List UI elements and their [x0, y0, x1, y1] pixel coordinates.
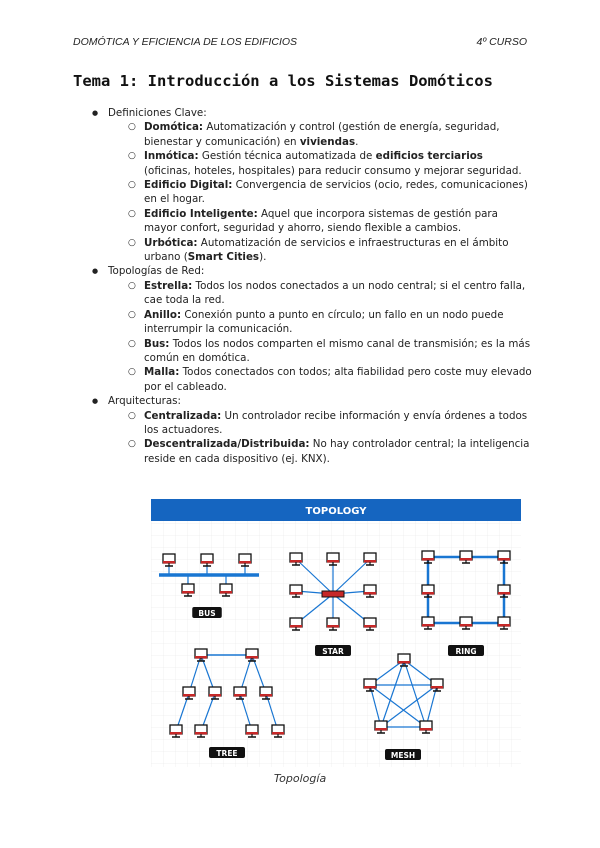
topology-label-star — [315, 645, 351, 656]
section-label: Arquitecturas: — [108, 395, 181, 408]
topology-label-bus — [192, 607, 222, 618]
definition-text: No hay controlador central; la inteligencia reside en cada dispositivo (ej. KNX). — [144, 438, 530, 465]
page-title: Tema 1: Introducción a los Sistemas Domóticos — [73, 72, 493, 90]
star-hub-icon — [322, 591, 344, 597]
definition-term: Domótica: — [144, 121, 204, 134]
definition-text-end: . — [355, 135, 359, 148]
subitem-list — [108, 120, 532, 264]
definition-text: Automatización de servicios e infraestructuras en el ámbito urbano ( — [144, 236, 509, 264]
topology-diagram — [151, 499, 521, 767]
definition-term: Estrella: — [144, 279, 193, 292]
definition-item — [128, 279, 532, 308]
definition-term: Malla: — [144, 366, 180, 379]
definition-item — [128, 308, 532, 337]
definition-item — [128, 365, 532, 394]
definition-term: Anillo: — [144, 308, 182, 321]
definition-item — [128, 409, 532, 438]
subitem-list — [108, 409, 532, 467]
definition-text: Conexión punto a punto en círculo; un fallo en un nodo puede interrumpir la comunicación. — [144, 308, 504, 336]
topology-figure — [151, 499, 521, 767]
definition-text: Un controlador recibe información y envía órdenes a todos los actuadores. — [144, 409, 528, 436]
definition-item — [128, 149, 532, 178]
section-item — [92, 106, 532, 264]
notes-content — [92, 106, 532, 466]
definition-item — [128, 236, 532, 265]
definition-term: Urbótica: — [144, 236, 198, 249]
definition-term: Bus: — [144, 337, 170, 350]
section-item — [92, 264, 532, 394]
definition-highlight: edificios terciarios — [375, 150, 483, 163]
definition-text-end: ). — [259, 251, 267, 264]
definition-term: Edificio Inteligente: — [144, 207, 258, 220]
topology-label-tree-text: TREE — [216, 749, 238, 758]
definition-text: Gestión técnica automatizada de — [198, 150, 376, 163]
topology-label-mesh-text: MESH — [390, 751, 416, 760]
definition-text: Todos conectados con todos; alta fiabilidad pero coste muy elevado por el cableado. — [144, 366, 532, 393]
page-header — [73, 36, 527, 50]
definition-term: Edificio Digital: — [144, 179, 233, 192]
definition-term: Inmótica: — [144, 150, 199, 163]
definition-term: Descentralizada/Distribuida: — [144, 438, 310, 451]
topology-label-ring-text: RING — [455, 647, 477, 656]
definition-text-end: (oficinas, hoteles, hospitales) para reducir consumo y mejorar seguridad. — [144, 164, 522, 177]
topology-label-ring — [448, 645, 484, 656]
definition-text: Todos los nodos comparten el mismo canal de transmisión; es la más común en domótica. — [144, 337, 531, 364]
topology-label-tree — [209, 747, 245, 758]
section-list — [92, 106, 532, 466]
definition-text: Convergencia de servicios (ocio, redes, comunicaciones) en el hogar. — [144, 179, 528, 206]
definition-text: Todos los nodos conectados a un nodo central; si el centro falla, cae toda la red. — [144, 279, 526, 307]
definition-item — [128, 337, 532, 366]
definition-highlight: viviendas — [299, 135, 356, 148]
definition-highlight: Smart Cities — [187, 251, 260, 264]
definition-item — [128, 178, 532, 207]
definition-item — [128, 437, 532, 466]
topology-banner-label: TOPOLOGY — [305, 506, 367, 517]
definition-term: Centralizada: — [144, 409, 222, 422]
section-label: Topologías de Red: — [108, 265, 205, 278]
topology-label-bus-text: BUS — [198, 609, 216, 618]
header-course-year: 4º CURSO — [476, 36, 527, 48]
figure-caption: Topología — [273, 772, 327, 785]
section-label: Definiciones Clave: — [108, 107, 207, 119]
subitem-list — [108, 279, 532, 394]
definition-text: Aquel que incorpora sistemas de gestión para mayor confort, seguridad y ahorro, siendo flexible a cambios. — [144, 207, 498, 235]
header-course-name: DOMÓTICA Y EFICIENCIA DE LOS EDIFICIOS — [73, 36, 298, 48]
topology-label-mesh — [385, 749, 421, 760]
topology-label-star-text: STAR — [322, 647, 344, 656]
section-item — [92, 394, 532, 466]
definition-item — [128, 207, 532, 236]
definition-item — [128, 120, 532, 149]
definition-text: Automatización y control (gestión de energía, seguridad, bienestar y comunicación) en — [144, 121, 500, 148]
